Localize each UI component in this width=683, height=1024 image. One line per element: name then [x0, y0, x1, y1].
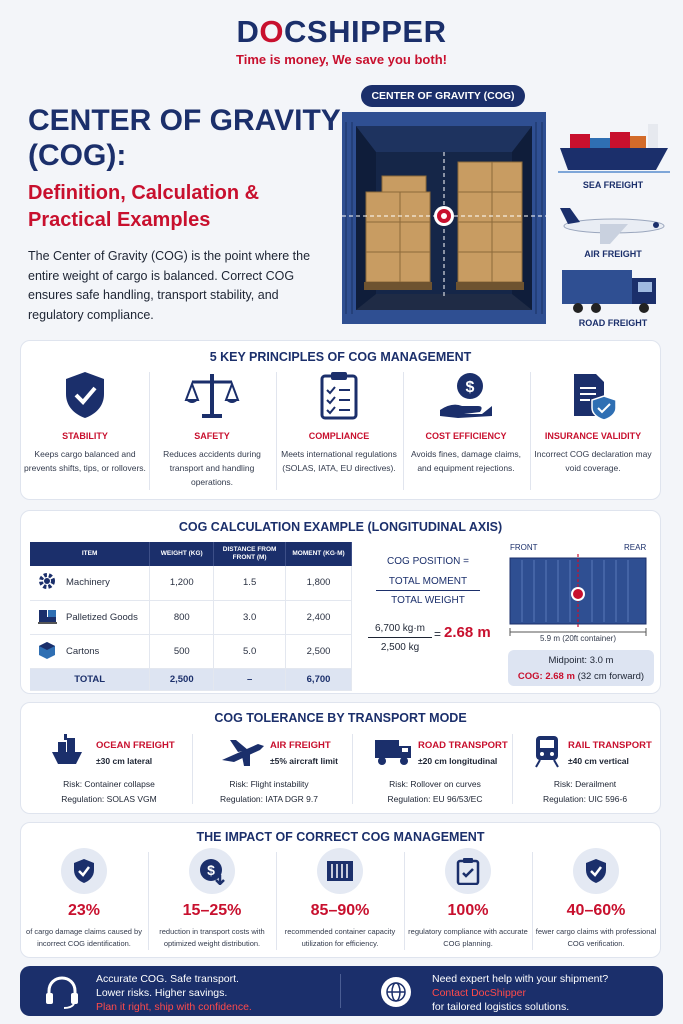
- col-moment: MOMENT (KG·M): [286, 542, 352, 566]
- calc-equals: =: [434, 627, 442, 641]
- divider: [352, 734, 353, 804]
- page-subtitle: Definition, Calculation & Practical Examples: [28, 182, 260, 231]
- calculation-title: COG CALCULATION EXAMPLE (LONGITUDINAL AXIS): [178, 520, 503, 534]
- cog-result-label: COG: 2.68 m (32 cm forward): [517, 671, 645, 682]
- mode-label-air: AIR FREIGHT: [584, 249, 642, 259]
- calc-denominator: 2,500 kg: [380, 642, 420, 653]
- front-label: FRONT: [510, 543, 538, 552]
- svg-text:$: $: [465, 379, 475, 396]
- calc-numerator: 6,700 kg·m: [368, 623, 432, 638]
- container-icon: [326, 860, 354, 882]
- table-row: Cartons 500 5.0 2,500: [30, 634, 352, 668]
- calc-result: 2.68 m: [444, 624, 491, 641]
- globe-icon: [380, 976, 412, 1008]
- container-cog-diagram: [508, 554, 648, 636]
- cargo-ship-icon: [556, 118, 672, 176]
- principle-compliance: COMPLIANCE Meets international regulations (SOLAS, IATA, EU directives).: [276, 370, 402, 475]
- tagline: Time is money, We save you both!: [236, 52, 447, 67]
- footer-divider: [340, 974, 341, 1008]
- footer-line-3: Plan it right, ship with confidence.: [96, 1001, 252, 1013]
- pallet-boxes-icon: [38, 607, 58, 625]
- table-row: Palletized Goods 800 3.0 2,400: [30, 600, 352, 634]
- principle-safety: SAFETY Reduces accidents during transport and handling operations.: [149, 370, 275, 489]
- container-illustration: [342, 112, 546, 324]
- footer-line-1: Accurate COG. Safe transport.: [96, 973, 239, 985]
- gear-icon: [38, 572, 56, 590]
- impact-title: THE IMPACT OF CORRECT COG MANAGEMENT: [196, 830, 485, 844]
- col-weight: WEIGHT (KG): [150, 542, 214, 566]
- mode-label-sea: SEA FREIGHT: [582, 180, 644, 190]
- cog-pill-label: CENTER OF GRAVITY (COG): [361, 85, 525, 107]
- principle-insurance-validity: INSURANCE VALIDITY Incorrect COG declaration may void coverage.: [530, 370, 656, 475]
- cog-calculation-table: [30, 542, 352, 691]
- truck-icon: [560, 266, 660, 314]
- principle-stability: STABILITY Keeps cargo balanced and prevents shifts, tips, or rollovers.: [22, 370, 148, 475]
- table-total-row: TOTAL 2,500 – 6,700: [30, 668, 352, 690]
- impact-item: 100% regulatory compliance with accurate COG planning.: [404, 848, 532, 949]
- footer-line-2: Lower risks. Higher savings.: [96, 987, 228, 999]
- carton-icon: [38, 641, 56, 659]
- impact-item: $ 15–25% reduction in transport costs with optimized weight distribution.: [148, 848, 276, 949]
- shield-check-icon: [584, 858, 608, 884]
- ship-icon: [50, 734, 84, 766]
- clipboard-checklist-icon: [316, 370, 362, 420]
- headset-icon: [44, 975, 80, 1009]
- col-item: ITEM: [30, 542, 150, 566]
- col-distance: DISTANCE FROM FRONT (M): [214, 542, 286, 566]
- principles-title: 5 KEY PRINCIPLES OF COG MANAGEMENT: [209, 350, 472, 364]
- truck-icon: [374, 738, 412, 766]
- tolerance-title: COG TOLERANCE BY TRANSPORT MODE: [214, 711, 467, 725]
- impact-item: 23% of cargo damage claims caused by incorrect COG identification.: [20, 848, 148, 949]
- footer-cta-line-3: for tailored logistics solutions.: [432, 1001, 570, 1013]
- footer-cta-line-1: Need expert help with your shipment?: [432, 973, 609, 985]
- clipboard-check-icon: [456, 857, 480, 885]
- hand-dollar-icon: [438, 370, 494, 420]
- document-shield-icon: [568, 370, 618, 420]
- shield-check-icon: [72, 858, 96, 884]
- table-row: Machinery 1,200 1.5 1,800: [30, 566, 352, 600]
- svg-text:$: $: [207, 862, 215, 878]
- contact-docshipper-link[interactable]: Contact DocShipper: [432, 987, 526, 999]
- mode-label-road: ROAD FREIGHT: [578, 318, 648, 328]
- impact-item: 85–90% recommended container capacity utilization for efficiency.: [276, 848, 404, 949]
- midpoint-label: Midpoint: 3.0 m: [548, 655, 614, 666]
- dollar-down-icon: [198, 857, 226, 885]
- plane-icon: [220, 738, 264, 766]
- intro-text: The Center of Gravity (COG) is the point where the entire weight of cargo is balanced. Correct COG ensures safe handling, transport stability, and regulatory compliance.: [28, 249, 311, 322]
- formula-numerator: TOTAL MOMENT: [376, 576, 480, 591]
- page-title: CENTER OF GRAVITY (COG):: [28, 104, 341, 172]
- formula-label: COG POSITION =: [387, 556, 469, 567]
- formula-denominator: TOTAL WEIGHT: [391, 595, 465, 606]
- scales-icon: [184, 370, 240, 420]
- shield-check-icon: [62, 370, 108, 420]
- principle-cost-efficiency: $ COST EFFICIENCY Avoids fines, damage claims, and equipment rejections.: [403, 370, 529, 475]
- airplane-icon: [556, 204, 672, 246]
- docshipper-logo: DOCSHIPPER: [236, 14, 447, 49]
- train-icon: [534, 734, 560, 768]
- impact-item: 40–60% fewer cargo claims with professional COG verification.: [532, 848, 660, 949]
- rear-label: REAR: [624, 543, 647, 552]
- container-size-label: 5.9 m (20ft container): [539, 634, 617, 643]
